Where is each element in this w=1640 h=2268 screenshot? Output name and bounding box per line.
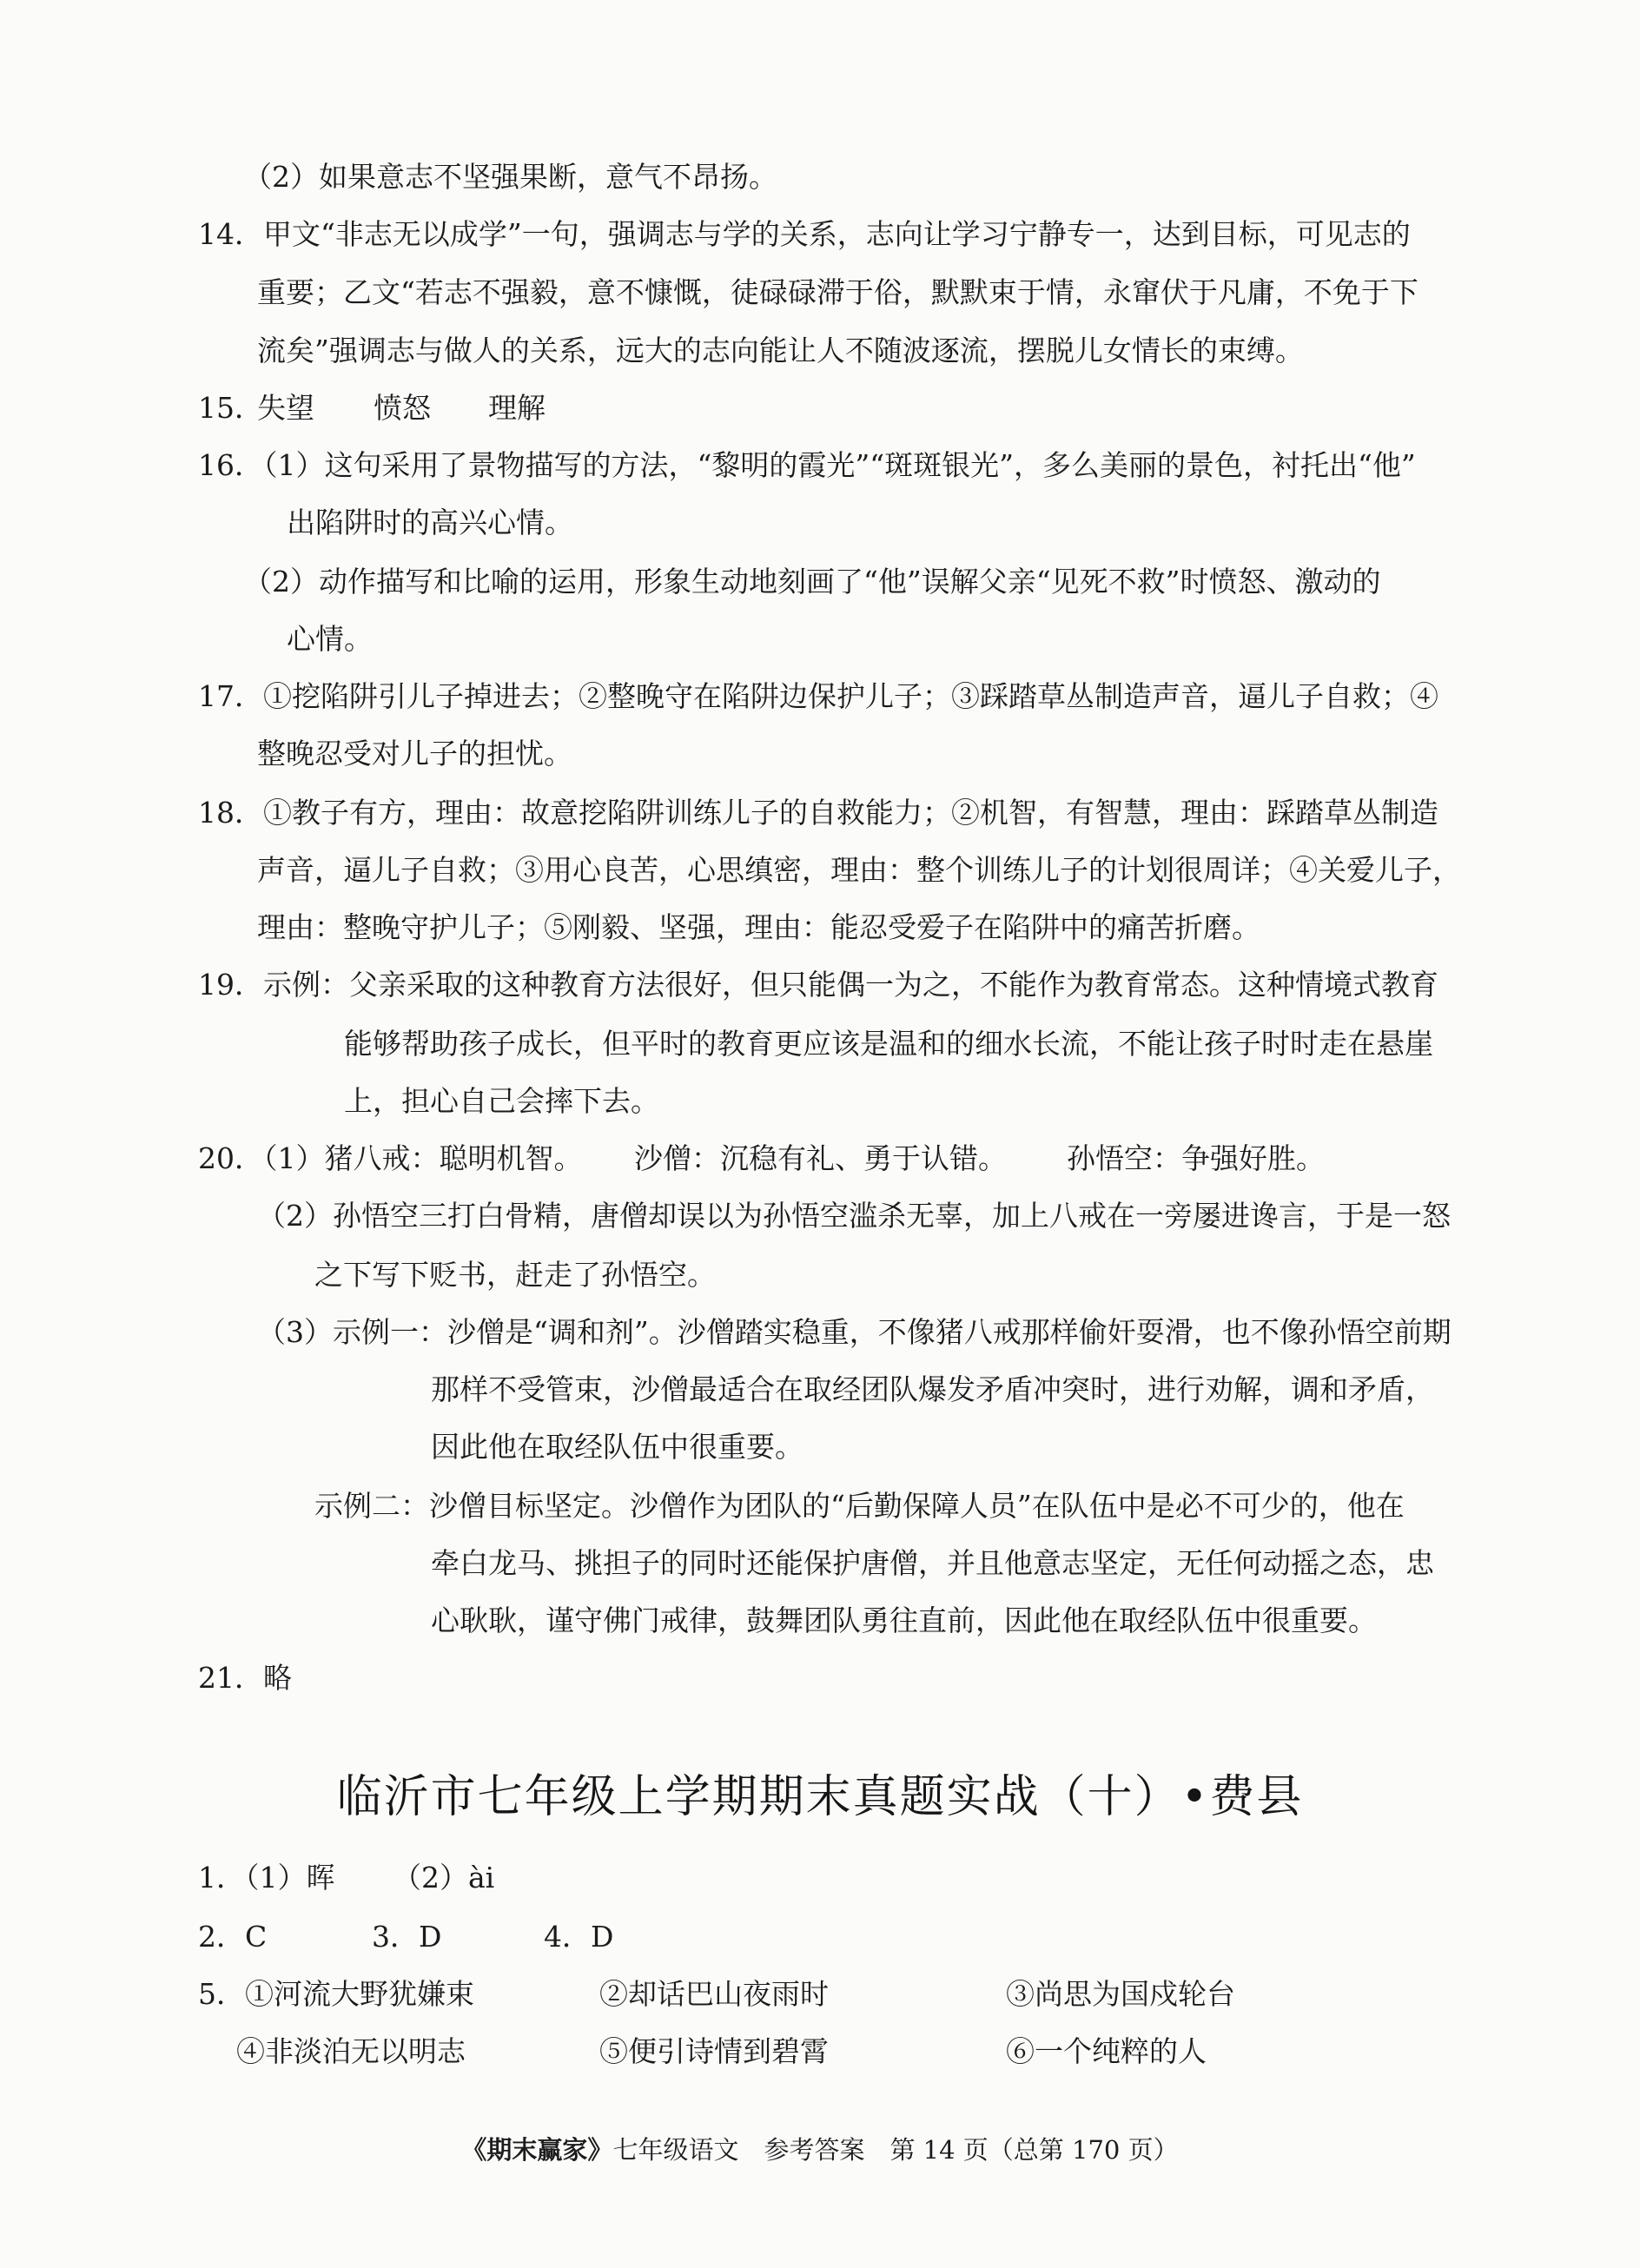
answer-20-1-a: 20．（1）猪八戒：聪明机智。 [198,1141,583,1175]
answer-14-line-3: 流矣”强调志与做人的关系，远大的志向能让人不随波逐流，摆脱儿女情长的束缚。 [257,334,1304,367]
answer-20-2-line-2: 之下写下贬书，赶走了孙悟空。 [314,1258,716,1292]
answer-16-2-line-2: 心情。 [287,622,373,656]
page-footer [0,2132,1640,2167]
answer-20-1-c: 孙悟空：争强好胜。 [1067,1141,1325,1175]
answer-20-3-line-6: 心耿耿，谨守佛门戒律，鼓舞团队勇往直前，因此他在取经队伍中很重要。 [431,1603,1377,1637]
section-answer-5-2: ②却话巴山夜雨时 [599,1977,829,2011]
answer-15-b: 愤怒 [374,391,431,425]
answer-14-line-2: 重要；乙文“若志不强毅，意不慷慨，徒碌碌滞于俗，默默束于情，永窜伏于凡庸，不免于下 [257,275,1418,309]
answer-20-3-line-1: （3）示例一：沙僧是“调和剂”。沙僧踏实稳重，不像猪八戒那样偷奸耍滑，也不像孙悟空前期 [257,1315,1452,1349]
answer-20-2-line-1: （2）孙悟空三打白骨精，唐僧却误以为孙悟空滥杀无辜，加上八戒在一旁屡进谗言，于是一怒 [257,1199,1451,1233]
answer-14-line-1: 14．甲文“非志无以成学”一句，强调志与学的关系，志向让学习宁静专一，达到目标，可见志的 [198,217,1411,251]
answer-16-2-line-1: （2）动作描写和比喻的运用，形象生动地刻画了“他”误解父亲“见死不救”时愤怒、激动的 [243,565,1381,598]
footer-page-info: 七年级语文 参考答案 第 14 页（总第 170 页） [612,2135,1179,2165]
answer-15-a: 失望 [257,391,314,425]
answer-17-line-2: 整晚忍受对儿子的担忧。 [257,737,572,770]
answer-21: 21．略 [198,1661,292,1695]
footer-book-title: 《期末赢家》 [461,2135,613,2165]
section-answer-5-4: ④非淡泊无以明志 [236,2034,466,2068]
answer-16-1-line-1: 16．（1）这句采用了景物描写的方法，“黎明的霞光”“斑斑银光”，多么美丽的景色，衬托出“他” [198,448,1416,482]
answer-20-3-line-5: 牵白龙马、挑担子的同时还能保护唐僧，并且他意志坚定，无任何动摇之态，忠 [431,1546,1434,1580]
section-title: 临沂市七年级上学期期末真题实战（十）•费县 [336,1771,1304,1823]
section-answer-1-b: （2）ài [393,1861,495,1894]
section-answer-2: 2．C [198,1920,268,1954]
section-answer-5-3: ③尚思为国戍轮台 [1006,1977,1235,2011]
answer-18-line-1: 18．①教子有方，理由：故意挖陷阱训练儿子的自救能力；②机智，有智慧，理由：踩踏草丛制造 [198,796,1438,830]
section-answer-4: 4．D [544,1920,614,1954]
answer-17-line-1: 17．①挖陷阱引儿子掉进去；②整晚守在陷阱边保护儿子；③踩踏草丛制造声音，逼儿子自救；④ [198,679,1438,713]
answer-20-1-b: 沙僧：沉稳有礼、勇于认错。 [634,1141,1007,1175]
answer-19-line-2: 能够帮助孩子成长，但平时的教育更应该是温和的细水长流，不能让孩子时时走在悬崖 [344,1027,1433,1061]
section-answer-5-5: ⑤便引诗情到碧霄 [599,2034,829,2068]
answer-13-2: （2）如果意志不坚强果断，意气不昂扬。 [243,160,777,194]
answer-15-c: 理解 [488,391,546,425]
answer-16-1-line-2: 出陷阱时的高兴心情。 [287,506,573,539]
answer-18-line-3: 理由：整晚守护儿子；⑤刚毅、坚强，理由：能忍受爱子在陷阱中的痛苦折磨。 [257,910,1260,944]
answer-19-line-3: 上，担心自己会摔下去。 [344,1084,659,1118]
answer-19-line-1: 19．示例：父亲采取的这种教育方法很好，但只能偶一为之，不能作为教育常态。这种情境式教育 [198,968,1438,1002]
section-answer-1-a: 1．（1）晖 [198,1861,335,1894]
section-answer-5-6: ⑥一个纯粹的人 [1006,2034,1207,2068]
section-answer-5-1: 5．①河流大野犹嫌束 [198,1977,474,2011]
answer-18-line-2: 声音，逼儿子自救；③用心良苦，心思缜密，理由：整个训练儿子的计划很周详；④关爱儿子， [257,853,1461,887]
answer-15-number: 15． [198,391,263,425]
answer-20-3-line-3: 因此他在取经队伍中很重要。 [431,1430,803,1464]
section-answer-3: 3．D [372,1920,442,1954]
answer-20-3-line-4: 示例二：沙僧目标坚定。沙僧作为团队的“后勤保障人员”在队伍中是必不可少的，他在 [314,1489,1405,1523]
answer-20-3-line-2: 那样不受管束，沙僧最适合在取经团队爆发矛盾冲突时，进行劝解，调和矛盾， [431,1372,1434,1406]
